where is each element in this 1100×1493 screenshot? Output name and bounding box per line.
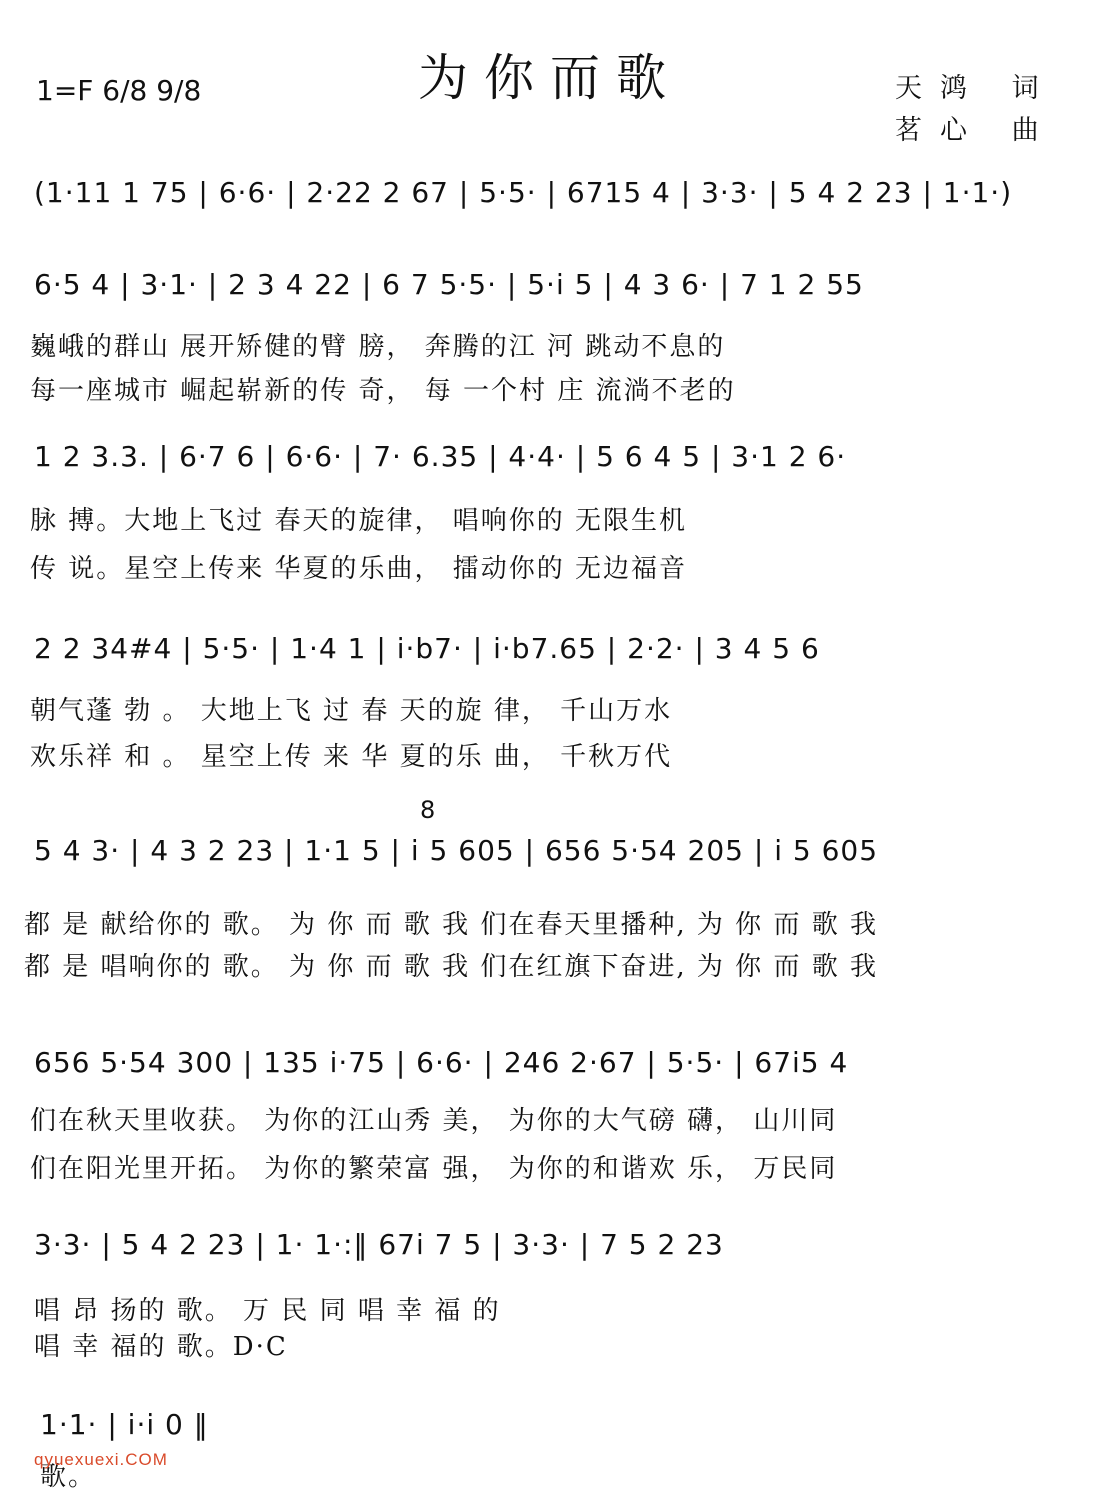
lyrics-verse2-line-5: 们在阳光里开拓。 为你的繁荣富 强， 为你的和谐欢 乐， 万民同 bbox=[30, 1154, 838, 1184]
lyrics-verse1-line-5: 们在秋天里收获。 为你的江山秀 美， 为你的大气磅 礴， 山川同 bbox=[30, 1106, 838, 1136]
lyrics-verse2-line-4: 都 是 唱响你的 歌。 为 你 而 歌 我 们在红旗下奋进, 为 你 而 歌 我 bbox=[24, 952, 878, 982]
lyrics-verse2-line-1: 每一座城市 崛起崭新的传 奇， 每 一个村 庄 流淌不老的 bbox=[30, 376, 736, 406]
lyrics-verse2-line-6: 唱 幸 福的 歌。D·C bbox=[34, 1332, 288, 1362]
notation-line-2: 1 2 3.3. | 6·7 6 | 6·6· | 7· 6.35 | 4·4· | 5 6 4 5 | 3·1 2 6· bbox=[34, 440, 847, 473]
lyrics-final: 歌。 bbox=[40, 1462, 97, 1492]
notation-line-intro: (1·11 1 75 | 6·6· | 2·22 2 67 | 5·5· | 6715 4 | 3·3· | 5 4 2 23 | 1·1·) bbox=[34, 176, 1013, 209]
key-signature: 1=F 6/8 9/8 bbox=[36, 74, 202, 107]
notation-line-6: 3·3· | 5 4 2 23 | 1· 1·:‖ 67i 7 5 | 3·3· | 7 5 2 23 bbox=[34, 1228, 724, 1261]
composer-credit: 茗心 曲 bbox=[895, 115, 1057, 146]
notation-line-4: 5 4 3· | 4 3 2 23 | 1·1 5 | i 5 605 | 656 5·54 205 | i 5 605 bbox=[34, 834, 879, 867]
lyrics-verse1-line-3: 朝气蓬 勃 。 大地上飞 过 春 天的旋 律， 千山万水 bbox=[30, 696, 673, 726]
notation-line-1: 6·5 4 | 3·1· | 2 3 4 22 | 6 7 5·5· | 5·i 5 | 4 3 6· | 7 1 2 55 bbox=[34, 268, 864, 301]
segno-marker: 8 bbox=[420, 796, 437, 824]
lyrics-verse1-line-1: 巍峨的群山 展开矫健的臂 膀， 奔腾的江 河 跳动不息的 bbox=[30, 332, 726, 362]
notation-line-5: 656 5·54 300 | 135 i·75 | 6·6· | 246 2·67 | 5·5· | 67i5 4 bbox=[34, 1046, 849, 1079]
song-title: 为你而歌 bbox=[418, 49, 682, 107]
notation-line-3: 2 2 34#4 | 5·5· | 1·4 1 | i·b7· | i·b7.65 | 2·2· | 3 4 5 6 bbox=[34, 632, 820, 665]
lyrics-verse1-line-2: 脉 搏。大地上飞过 春天的旋律， 唱响你的 无限生机 bbox=[30, 506, 688, 536]
notation-line-7: 1·1· | i·i 0 ‖ bbox=[40, 1408, 209, 1441]
lyrics-verse1-line-4: 都 是 献给你的 歌。 为 你 而 歌 我 们在春天里播种, 为 你 而 歌 我 bbox=[24, 910, 878, 940]
lyrics-verse1-line-6: 唱 昂 扬的 歌。 万 民 同 唱 幸 福 的 bbox=[34, 1296, 501, 1326]
site-watermark: qyuexuexi.COM bbox=[34, 1450, 168, 1469]
lyrics-verse2-line-3: 欢乐祥 和 。 星空上传 来 华 夏的乐 曲， 千秋万代 bbox=[30, 742, 673, 772]
lyricist-credit: 天鸿 词 bbox=[895, 73, 1057, 104]
lyrics-verse2-line-2: 传 说。星空上传来 华夏的乐曲， 擂动你的 无边福音 bbox=[30, 554, 688, 584]
